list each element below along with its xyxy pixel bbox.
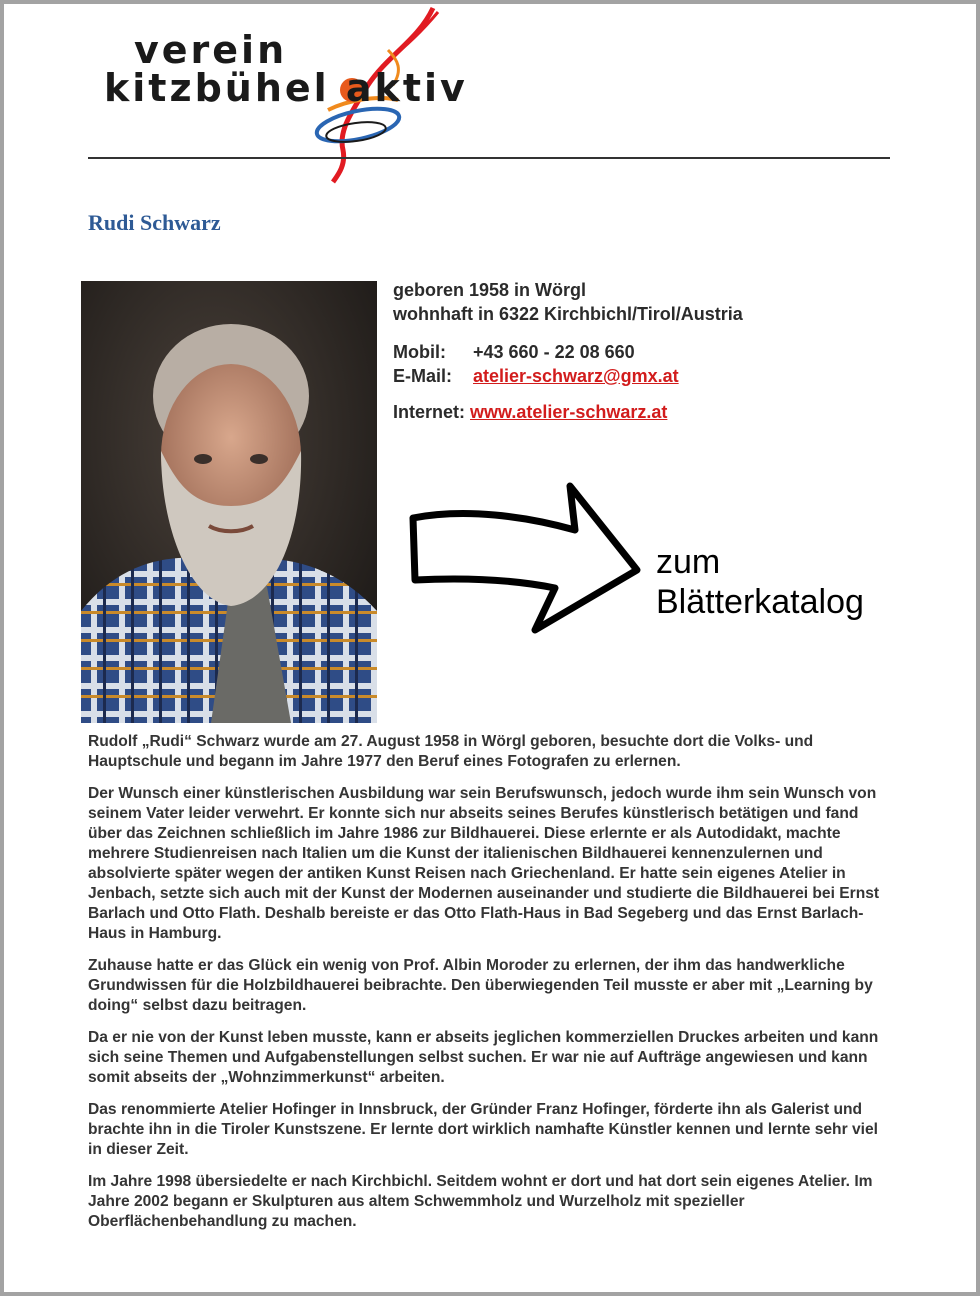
bio-paragraph: Im Jahre 1998 übersiedelte er nach Kirchbichl. Seitdem wohnt er dort und hat dort sein eigenes Atelier. Im Jahre 2002 begann er Skulpturen aus altem Schwemmholz und Wurzelholz mit spezieller Oberflächenbehandlung zu machen. — [88, 1173, 873, 1230]
person-name-heading: Rudi Schwarz — [88, 210, 221, 235]
header-divider — [88, 157, 890, 159]
email-row — [393, 364, 893, 388]
catalog-link[interactable] — [656, 542, 864, 622]
bio-paragraph: Rudolf „Rudi“ Schwarz wurde am 27. August 1958 in Wörgl geboren, besuchte dort die Volks- und Hauptschule und begann im Jahre 1977 den Beruf eines Fotografen zu erlernen. — [88, 733, 814, 770]
mobile-value: +43 660 - 22 08 660 — [473, 342, 635, 362]
internet-label: Internet: — [393, 402, 465, 422]
residence-info: wohnhaft in 6322 Kirchbichl/Tirol/Austria — [393, 304, 743, 324]
bio-paragraph: Der Wunsch einer künstlerischen Ausbildung war sein Berufswunsch, jedoch wurde ihm sein Wunsch von seinem Vater leider verwehrt. Er konnte sich nur abseits seines Berufes künstlerisch betätigen und fand über das Zeichnen schließlich im Jahre 1986 zur Bildhauerei. Diese erlernte er als Autodidakt, machte mehrere Studienreisen nach Italien um die Kunst der italienischen Bildhauerei kennenzulernen und absolvierte später wegen der antiken Kunst Reisen nach Griechenland. Er hatte sein eigenes Atelier in Jenbach, setzte sich auch mit der Kunst der Modernen auseinander und studierte die Bildhauerei bei Ernst Barlach und Otto Flath. Deshalb bereiste er das Otto Flath-Haus in Bad Segeberg und das Ernst Barlach-Haus in Hamburg. — [88, 785, 880, 942]
birth-info: geboren 1958 in Wörgl — [393, 280, 587, 300]
catalog-link-line2: Blätterkatalog — [656, 583, 864, 621]
mobile-row — [393, 340, 893, 364]
biography — [88, 732, 888, 1244]
arrow-right-icon[interactable] — [405, 478, 645, 638]
bio-paragraph: Das renommierte Atelier Hofinger in Innsbruck, der Gründer Franz Hofinger, förderte ihn als Galerist und brachte ihn in die Tiroler Kunstszene. Er lernte dort wirklich namhafte Künstler kennen und lernte sehr viel in dieser Zeit. — [88, 1101, 878, 1158]
website-link[interactable]: www.atelier-schwarz.at — [470, 402, 668, 422]
bio-paragraph: Da er nie von der Kunst leben musste, kann er abseits jeglichen kommerziellen Druckes arbeiten und kann sich seine Themen und Aufgabenstellungen selbst suchen. Er war nie auf Aufträge angewiesen und kann somit abseits der „Wohnzimmerkunst“ arbeiten. — [88, 1029, 879, 1086]
internet-row — [393, 400, 893, 424]
portrait-photo — [81, 281, 377, 723]
logo-text-line1: verein — [134, 28, 288, 72]
email-label: E-Mail: — [393, 366, 453, 386]
mobile-label: Mobil: — [393, 342, 446, 362]
bio-paragraph: Zuhause hatte er das Glück ein wenig von Prof. Albin Moroder zu erlernen, der ihm das handwerkliche Grundwissen für die Holzbildhauerei beibrachte. Den überwiegenden Teil musste er aber mit „Learning by doing“ selbst dazu beitragen. — [88, 957, 873, 1014]
contact-info — [393, 278, 893, 424]
email-link[interactable]: atelier-schwarz@gmx.at — [473, 366, 679, 386]
logo-text-line2: kitzbühel aktiv — [104, 66, 468, 110]
catalog-link-line1: zum — [656, 543, 721, 581]
